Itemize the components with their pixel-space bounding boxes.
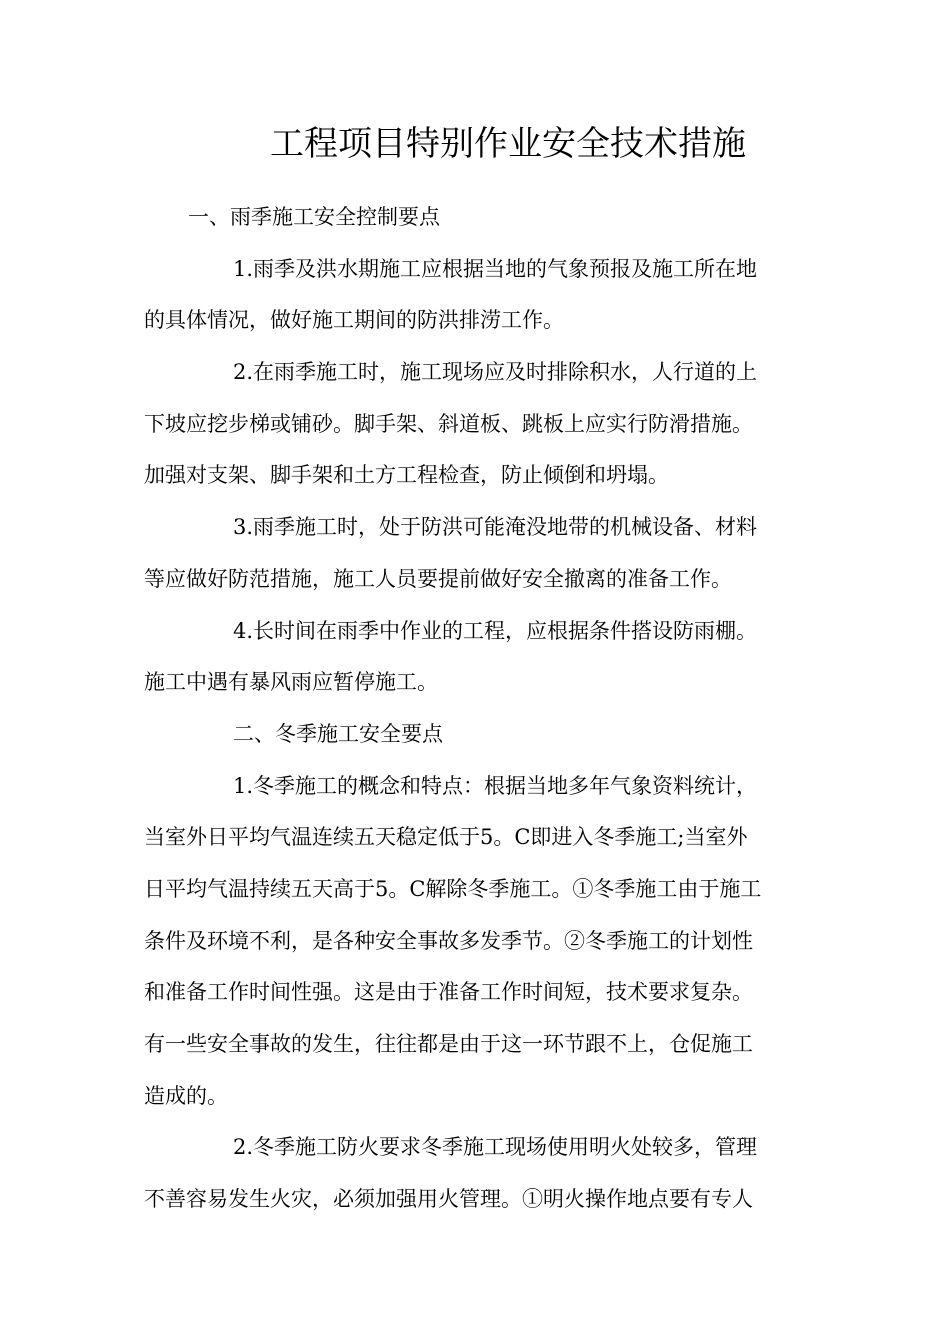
text-line: 二、冬季施工安全要点 (233, 721, 443, 746)
text-line: 下坡应挖步梯或铺砂。脚手架、斜道板、跳板上应实行防滑措施。 (144, 411, 753, 436)
text-line: 4.长时间在雨季中作业的工程，应根据条件搭设防雨棚。 (233, 618, 758, 643)
text-line: 的具体情况，做好施工期间的防洪排涝工作。 (144, 308, 564, 333)
text-line: 造成的。 (144, 1083, 228, 1108)
text-line: 不善容易发生火灾，必须加强用火管理。①明火操作地点要有专人 (144, 1187, 753, 1212)
text-line: 当室外日平均气温连续五天稳定低于5。C即进入冬季施工;当室外 (144, 825, 748, 850)
text-line: 2.冬季施工防火要求冬季施工现场使用明火处较多，管理 (233, 1135, 758, 1160)
text-line: 和准备工作时间性强。这是由于准备工作时间短，技术要求复杂。 (144, 980, 753, 1005)
text-line: 等应做好防范措施，施工人员要提前做好安全撤离的准备工作。 (144, 566, 732, 591)
text-line: 有一些安全事故的发生，往往都是由于这一环节跟不上，仓促施工 (144, 1032, 753, 1056)
document-title: 工程项目特别作业安全技术措施 (270, 124, 746, 164)
text-line: 1.雨季及洪水期施工应根据当地的气象预报及施工所在地 (233, 256, 758, 281)
text-line: 施工中遇有暴风雨应暂停施工。 (144, 670, 438, 695)
text-line: 3.雨季施工时，处于防洪可能淹没地带的机械设备、材料 (233, 515, 758, 540)
document-body (144, 192, 812, 1226)
text-line: 加强对支架、脚手架和土方工程检查，防止倾倒和坍塌。 (144, 463, 669, 488)
text-line: 日平均气温持续五天高于5。C解除冬季施工。①冬季施工由于施工 (144, 876, 762, 901)
text-line: 1.冬季施工的概念和特点：根据当地多年气象资料统计， (233, 773, 758, 798)
text-line: 一、雨季施工安全控制要点 (188, 205, 440, 229)
text-line: 2.在雨季施工时，施工现场应及时排除积水，人行道的上 (233, 360, 758, 385)
text-line: 条件及环境不利，是各种安全事故多发季节。②冬季施工的计划性 (144, 928, 753, 953)
